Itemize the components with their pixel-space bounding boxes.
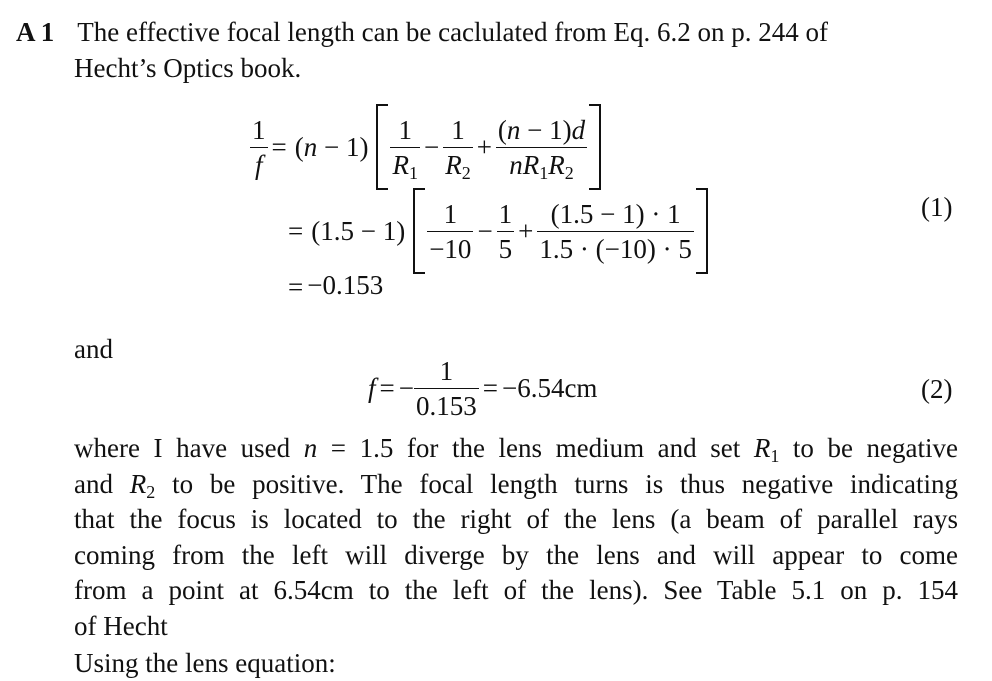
term-1-over-r2: $\frac{1}{R_2}$	[445, 114, 471, 183]
equation2: f = − $\frac{1}{0.153}$ = −6.54cm	[368, 356, 598, 421]
explanation-line4: coming from the left will diverge by the lens and will appear to come	[74, 539, 958, 570]
connector-text: and	[74, 334, 113, 364]
explanation-line3: that the focus is located to the right of the lens (a beam of parallel rays	[74, 504, 958, 534]
explanation-line6: of Hecht	[74, 610, 168, 641]
term-1-over-r1: $\frac{1}{R_1}$	[392, 114, 418, 183]
explanation-line1: where I have used n = 1.5 for the lens medium and set $R_1$ to be negative	[74, 433, 958, 466]
intro-text-line2: Hecht’s Optics book.	[74, 53, 302, 83]
equation1-row1: $\frac{1}{f}$ = (n − 1) $\frac{1}{R_1}$ − $\frac{1}{R_2}$ + $\frac{(n - 1)d}{nR_1R_2}$	[250, 104, 605, 190]
answer-heading	[16, 14, 828, 50]
equation1-number: (1)	[921, 192, 953, 222]
left-bracket	[376, 104, 388, 190]
explanation-line2: and $R_2$ to be positive. The focal length turns is thus negative indicating	[74, 468, 959, 502]
explanation-paragraph	[74, 431, 958, 644]
equation2-number: (2)	[921, 374, 953, 404]
closing-text: Using the lens equation:	[74, 648, 336, 678]
equation1-row3: = −0.153	[288, 270, 384, 303]
lhs-fraction: $\frac{1}{f}$	[252, 114, 266, 180]
answer-label: A 1	[16, 17, 55, 47]
term-thickness: $\frac{(n - 1)d}{nR_1R_2}$	[497, 114, 586, 183]
factor-n: (n − 1)	[294, 131, 369, 162]
intro-text-line1: The effective focal length can be caclulated from Eq. 6.2 on p. 244 of	[77, 17, 828, 47]
right-bracket	[589, 104, 601, 190]
explanation-line5: from a point at 6.54cm to the left of the lens). See Table 5.1 on p. 154	[74, 575, 958, 605]
equation1-row2: = (1.5 − 1) $\frac{1}{-10}$ − $\frac{1}{5}$ + $\frac{(1.5 - 1) \cdot 1}{1.5 \cdot (-10) \cdot 5}$	[284, 188, 712, 274]
